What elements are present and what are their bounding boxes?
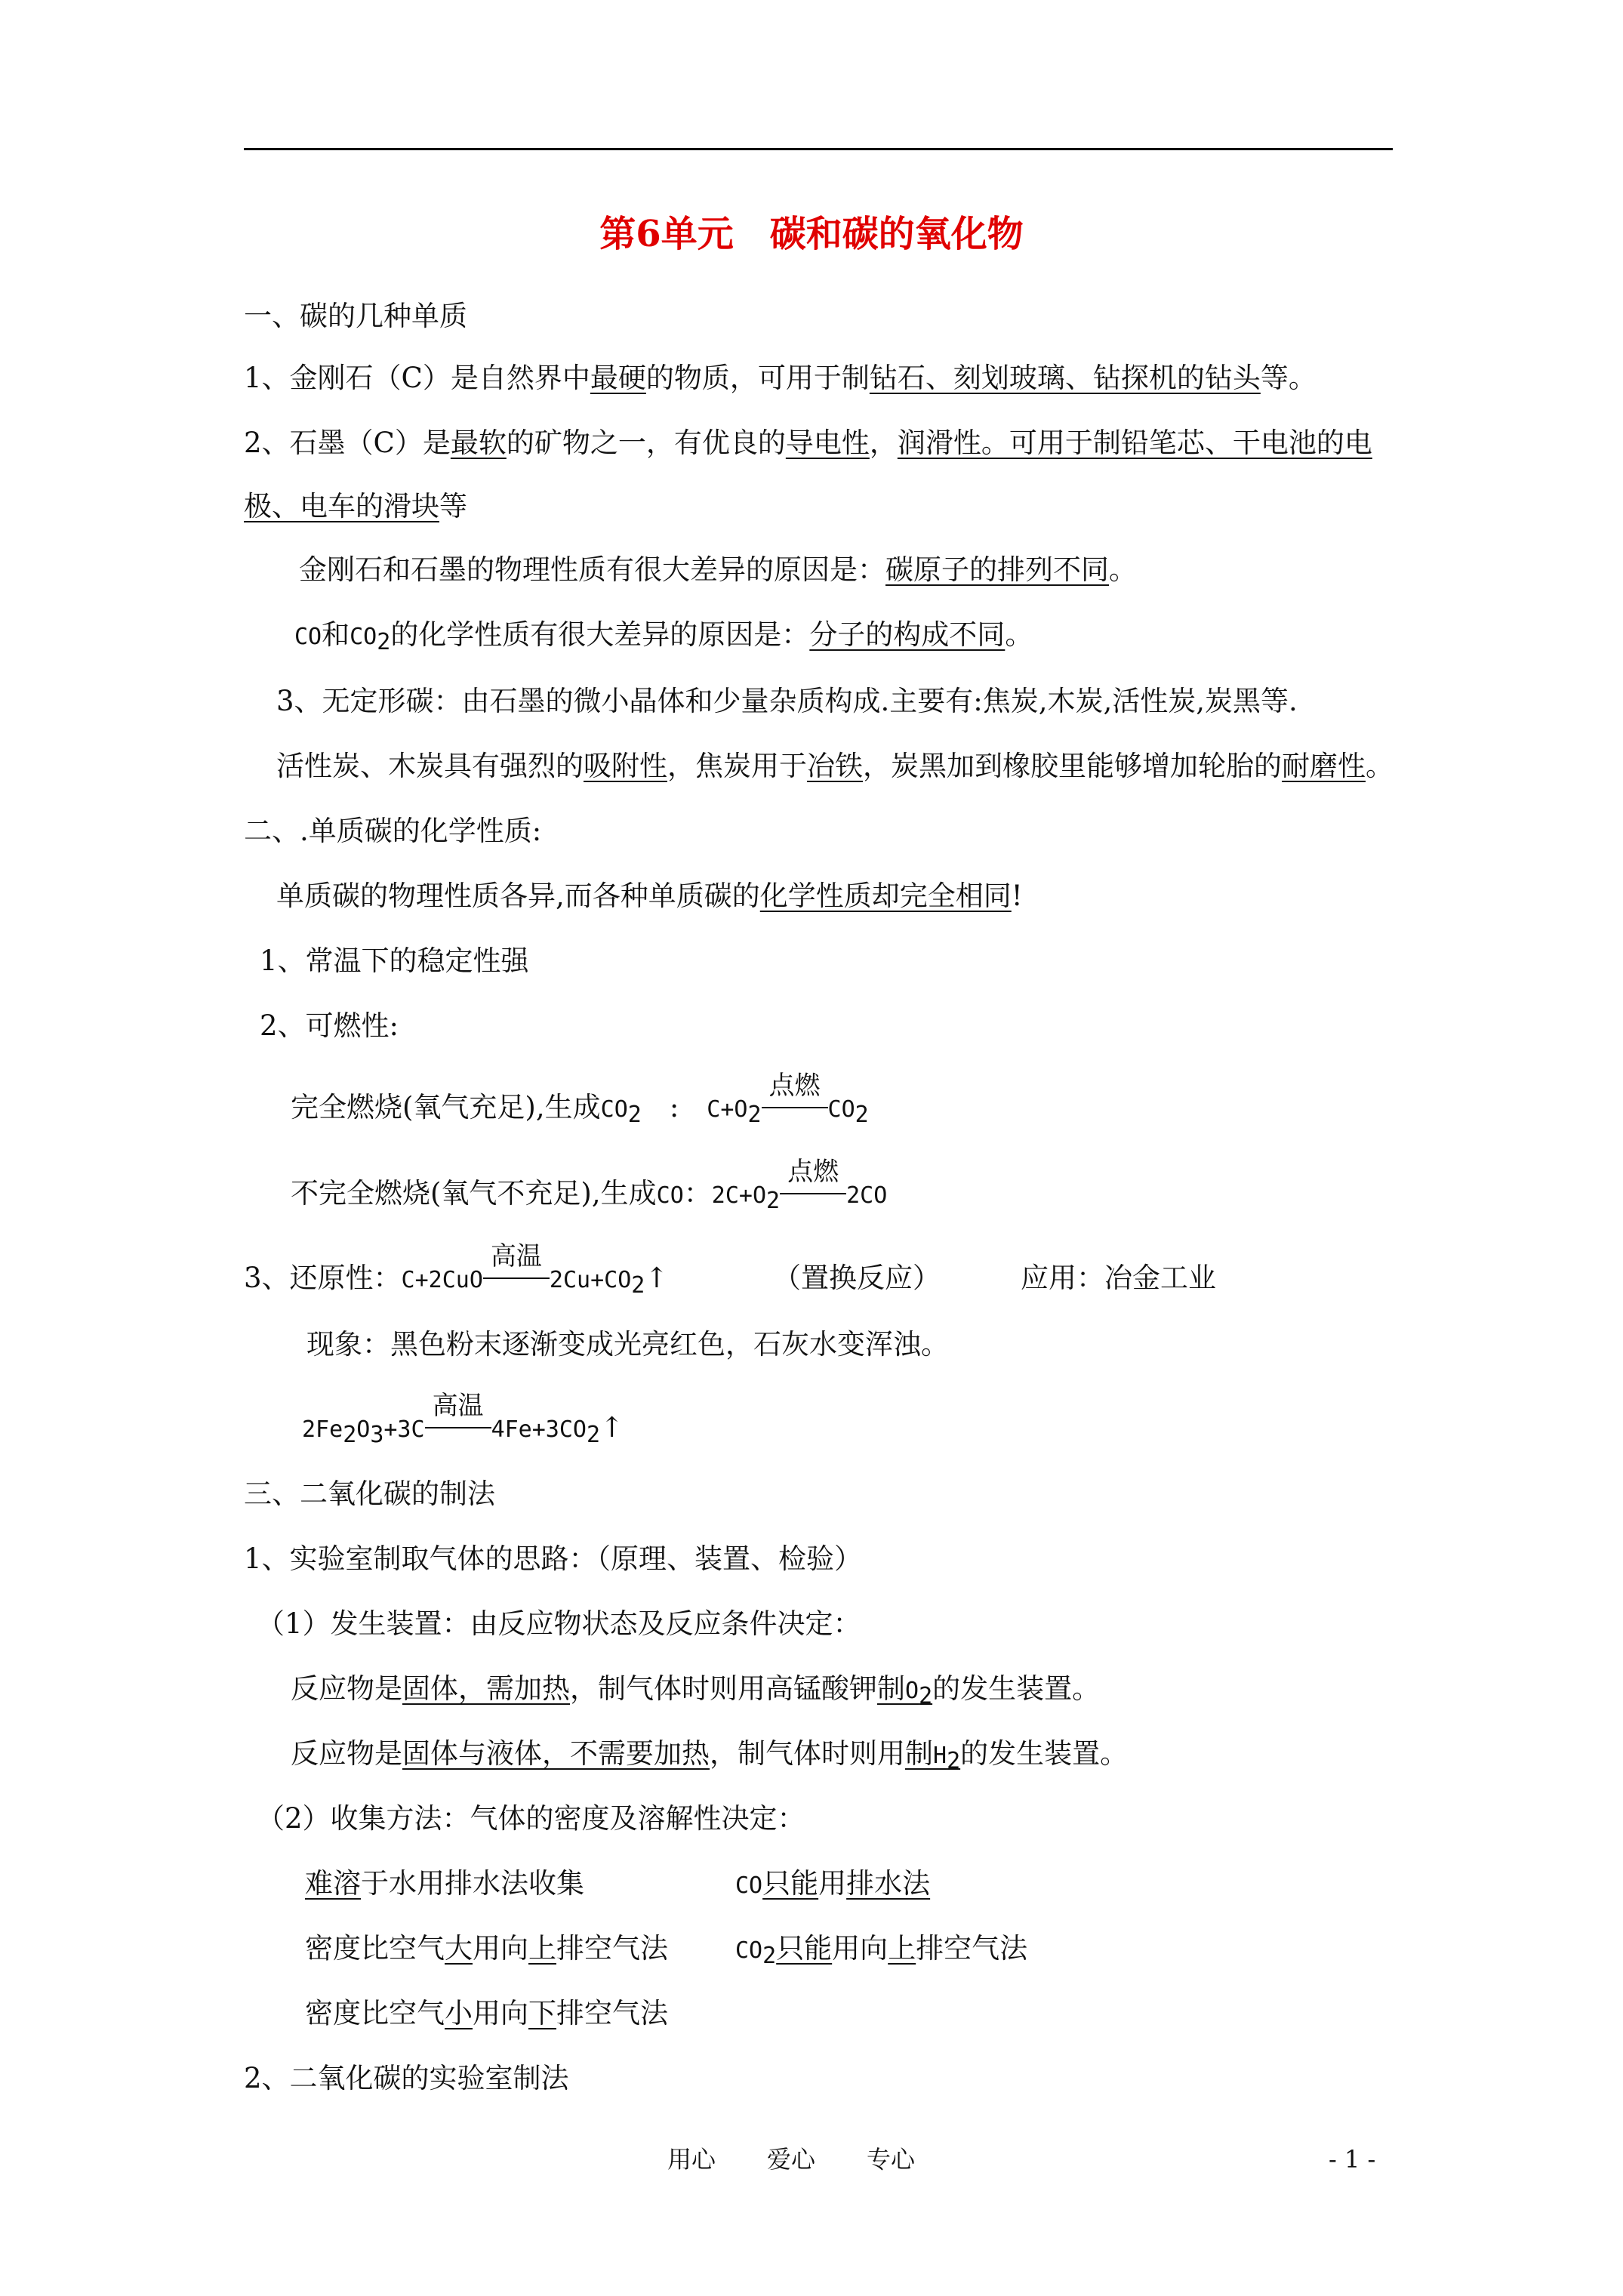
reaction-condition-arrow: 点燃 [762, 1116, 828, 1117]
s3-paragraph-6: 2、二氧化碳的实验室制法 [244, 2062, 569, 2094]
footer-text-1: 用心 [667, 2145, 716, 2174]
s3-paragraph-4: 反应物是固体与液体，不需要加热，制气体时则用制$H_2$的发生装置。 [291, 1737, 1129, 1774]
s3-paragraph-3: 反应物是固体，需加热，制气体时则用高锰酸钾制$O_2$的发生装置。 [291, 1672, 1101, 1709]
reaction-reduction: 3、还原性：C+2CuO 高温 $2Cu+CO_2↑$ [244, 1241, 669, 1299]
s1-paragraph-5: 3、无定形碳：由石墨的微小晶体和少量杂质构成.主要有:焦炭,木炭,活性炭,炭黑等. [276, 685, 1298, 717]
s1-paragraph-2-cont: 极、电车的滑块等 [244, 490, 467, 522]
footer-text-3: 专心 [867, 2145, 916, 2174]
footer-text-2: 爱心 [767, 2145, 816, 2174]
s1-paragraph-1: 1、金刚石（C）是自然界中最硬的物质，可用于制钻石、刻划玻璃、钻探机的钻头等。 [244, 362, 1317, 394]
collection-co: CO只能用排水法 [735, 1867, 931, 1900]
page-title: 第6单元 碳和碳的氧化物 [599, 213, 1024, 255]
s3-paragraph-5: （2）收集方法：气体的密度及溶解性决定： [257, 1802, 805, 1835]
s2-phenomenon: 现象：黑色粉末逐渐变成光亮红色，石灰水变浑浊。 [306, 1328, 949, 1361]
collection-co2: $CO_2$只能用向上排空气法 [735, 1932, 1028, 1969]
reaction-incomplete-combustion: 不完全燃烧(氧气不充足),生成CO：$2C+O_2$ 点燃 2CO [291, 1157, 888, 1214]
s3-paragraph-1: 1、实验室制取气体的思路：（原理、装置、检验） [244, 1542, 863, 1575]
s1-paragraph-6: 活性炭、木炭具有强烈的吸附性，焦炭用于冶铁，炭黑加到橡胶里能够增加轮胎的耐磨性。 [276, 750, 1394, 782]
s2-paragraph-3: 2、可燃性: [260, 1009, 399, 1042]
reaction-complete-combustion: 完全燃烧(氧气充足),生成$CO_2$ : $C+O_2$ 点燃 $CO_2$ [291, 1071, 869, 1128]
reaction-type-note: （置换反应） [773, 1262, 941, 1294]
s1-paragraph-3: 金刚石和石墨的物理性质有很大差异的原因是：碳原子的排列不同。 [299, 553, 1137, 586]
s1-paragraph-2: 2、石墨（C）是最软的矿物之一，有优良的导电性，润滑性。可用于制铅笔芯、干电池的电 [244, 427, 1372, 459]
s1-paragraph-4: CO和$CO_2$的化学性质有很大差异的原因是：分子的构成不同。 [294, 618, 1033, 655]
s2-paragraph-1: 单质碳的物理性质各异,而各种单质碳的化学性质却完全相同! [276, 880, 1023, 912]
reaction-iron-oxide: $2Fe_2O_3+3C$ 高温 $4Fe+3CO_2↑$ [302, 1391, 624, 1448]
application-note: 应用：冶金工业 [1021, 1262, 1216, 1294]
collection-lighter: 密度比空气小用向下排空气法 [305, 1997, 668, 2029]
s2-paragraph-2: 1、常温下的稳定性强 [260, 945, 529, 977]
reaction-condition-arrow: 点燃 [780, 1202, 846, 1203]
section2-heading: 二、.单质碳的化学性质: [244, 815, 542, 847]
collection-denser: 密度比空气大用向上排空气法 [305, 1932, 668, 1965]
page-number: - 1 - [1329, 2145, 1376, 2174]
header-rule [244, 148, 1393, 150]
section1-heading: 一、碳的几种单质 [244, 300, 467, 332]
reaction-condition-arrow: 高温 [425, 1436, 491, 1437]
collection-insoluble: 难溶于水用排水法收集 [305, 1867, 584, 1900]
section3-heading: 三、二氧化碳的制法 [244, 1478, 495, 1510]
s3-paragraph-2: （1）发生装置：由反应物状态及反应条件决定： [257, 1607, 861, 1640]
